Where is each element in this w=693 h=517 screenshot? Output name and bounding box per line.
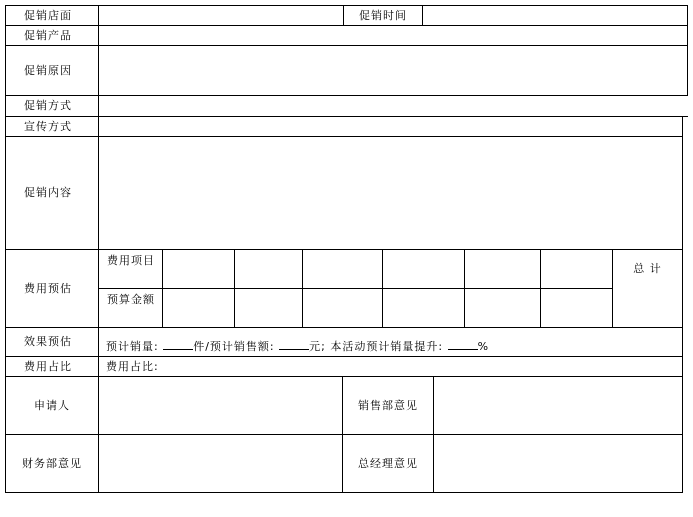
sales-amount-blank[interactable] — [279, 339, 309, 350]
budget-total-label: 总 计 — [633, 262, 662, 275]
applicant-label: 申请人 — [5, 376, 99, 435]
finance-opinion-field[interactable] — [98, 434, 343, 493]
content-field[interactable] — [98, 136, 683, 250]
publicity-field[interactable] — [98, 116, 683, 137]
budget-col-divider — [302, 249, 303, 328]
lift-percent-blank[interactable] — [448, 339, 478, 350]
budget-col-divider — [234, 249, 235, 328]
budget-item-label: 费用项目 — [107, 254, 155, 267]
budget-col-divider — [464, 249, 465, 328]
ratio-text: 费用占比: — [106, 360, 159, 373]
budget-col-divider — [540, 249, 541, 328]
budget-col-divider — [382, 249, 383, 328]
budget-col-divider — [162, 249, 163, 328]
budget-row-divider — [98, 288, 613, 289]
reason-field[interactable] — [98, 45, 688, 96]
publicity-label: 宣传方式 — [5, 116, 99, 137]
time-field[interactable] — [422, 5, 688, 26]
applicant-field[interactable] — [98, 376, 343, 435]
product-label: 促销产品 — [5, 25, 99, 46]
ratio-label: 费用占比 — [5, 356, 99, 377]
gm-opinion-field[interactable] — [433, 434, 683, 493]
ratio-field[interactable] — [98, 356, 683, 377]
sales-opinion-field[interactable] — [433, 376, 683, 435]
budget-col-divider — [612, 249, 613, 328]
method-label: 促销方式 — [5, 95, 99, 117]
finance-opinion-label: 财务部意见 — [5, 434, 99, 493]
sales-opinion-label: 销售部意见 — [342, 376, 434, 435]
product-field[interactable] — [98, 25, 688, 46]
effect-text: 预计销量: 件/预计销售额: 元; 本活动预计销量提升: % — [106, 340, 490, 353]
content-label: 促销内容 — [5, 136, 99, 250]
reason-label: 促销原因 — [5, 45, 99, 96]
store-field[interactable] — [98, 5, 344, 26]
store-label: 促销店面 — [5, 5, 99, 26]
budget-amount-label: 预算金额 — [107, 293, 155, 306]
sales-qty-blank[interactable] — [163, 339, 193, 350]
gm-opinion-label: 总经理意见 — [342, 434, 434, 493]
method-field[interactable] — [98, 95, 688, 117]
time-label: 促销时间 — [343, 5, 423, 26]
budget-label: 费用预估 — [5, 249, 99, 328]
effect-label: 效果预估 — [5, 327, 99, 357]
